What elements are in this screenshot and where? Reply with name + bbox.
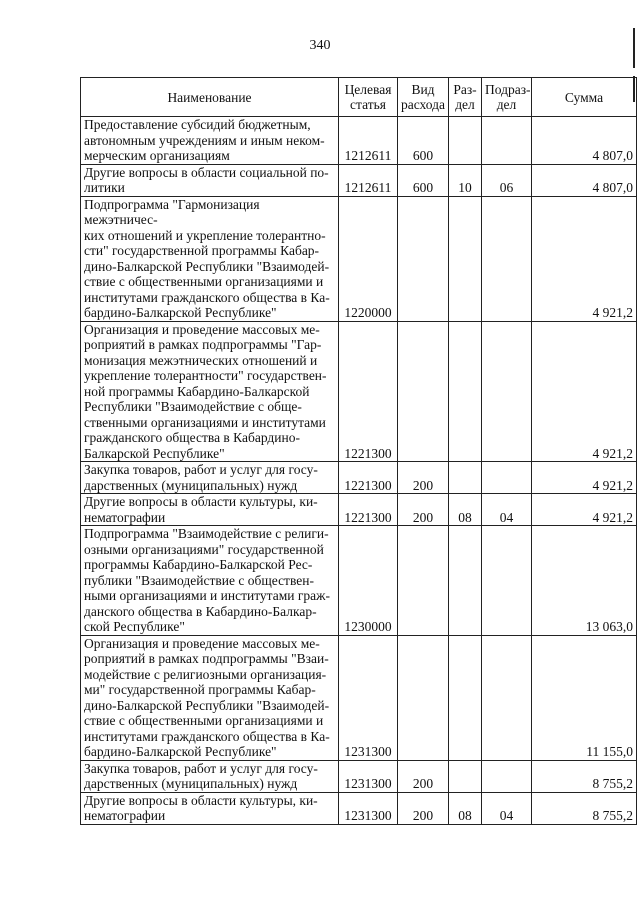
table-row [81, 321, 637, 462]
name-line: ной программы Кабардино-Балкарской [84, 383, 310, 399]
target-article-cell: 1230000 [339, 526, 398, 636]
table-row [81, 494, 637, 526]
amount-cell: 11 155,0 [532, 635, 637, 760]
name-line: роприятий в рамках подпрограммы "Гар- [84, 337, 322, 352]
target-article-cell: 1221300 [339, 494, 398, 526]
target-article-cell: 1221300 [339, 462, 398, 494]
section-cell [449, 635, 482, 760]
subsection-cell: 04 [482, 792, 532, 824]
name-line: ствие с общественными организациями и [84, 713, 324, 728]
amount-cell: 4 921,2 [532, 321, 637, 462]
expense-type-cell: 200 [398, 792, 449, 824]
name-line: ской Республике" [84, 619, 185, 634]
name-line: сти" государственной программы Кабар- [84, 243, 320, 258]
amount-cell: 4 921,2 [532, 462, 637, 494]
table-row [81, 462, 637, 494]
table-row [81, 196, 637, 321]
name-cell [81, 164, 339, 196]
name-cell [81, 462, 339, 494]
name-line: Подпрограмма "Гармонизация межэтничес- [84, 196, 260, 227]
name-line: роприятий в рамках подпрограммы "Взаи- [84, 651, 329, 666]
name-line: Организация и проведение массовых ме- [84, 635, 320, 651]
target-article-cell: 1221300 [339, 321, 398, 462]
name-line: озными организациями" государственной [84, 541, 324, 557]
header-amount: Сумма [532, 78, 637, 117]
name-line: Закупка товаров, работ и услуг для госу- [84, 462, 318, 477]
name-cell [81, 760, 339, 792]
name-cell [81, 635, 339, 760]
name-line: Другие вопросы в области культуры, ки- [84, 494, 318, 509]
amount-cell: 4 921,2 [532, 494, 637, 526]
name-line: Другие вопросы в области социальной по- [84, 164, 329, 180]
expense-type-cell: 600 [398, 164, 449, 196]
amount-cell: 4 807,0 [532, 117, 637, 165]
expense-type-cell [398, 196, 449, 321]
expense-type-cell [398, 526, 449, 636]
target-article-cell: 1212611 [339, 117, 398, 165]
name-line: Закупка товаров, работ и услуг для госу- [84, 760, 318, 776]
name-line: нематографии [84, 808, 166, 823]
target-article-cell: 1231300 [339, 760, 398, 792]
name-line: модействие с религиозными организация- [84, 666, 327, 682]
name-line: укрепление толерантности" государствен- [84, 368, 327, 383]
expense-type-cell [398, 635, 449, 760]
section-cell [449, 526, 482, 636]
table-row [81, 635, 637, 760]
amount-cell: 4 807,0 [532, 164, 637, 196]
subsection-cell [482, 526, 532, 636]
subsection-cell: 04 [482, 494, 532, 526]
name-line: публики "Взаимодействие с обществен- [84, 572, 314, 588]
name-line: Организация и проведение массовых ме- [84, 321, 320, 337]
expense-type-cell: 200 [398, 760, 449, 792]
header-expense-type: Вид расхода [398, 78, 449, 117]
name-line: ными организациями и институтами граж- [84, 588, 330, 603]
name-line: Подпрограмма "Взаимодействие с религи- [84, 526, 329, 541]
name-line: мерческим организациям [84, 148, 230, 163]
name-line: институтами гражданского общества в Ка- [84, 728, 330, 744]
name-cell [81, 526, 339, 636]
name-line: ми" государственной программы Кабар- [84, 682, 316, 697]
header-section: Раз- дел [449, 78, 482, 117]
name-line: дарственных (муниципальных) нужд [84, 776, 298, 791]
subsection-cell [482, 462, 532, 494]
header-subsection: Подраз- дел [482, 78, 532, 117]
expense-type-cell: 200 [398, 462, 449, 494]
name-line: дино-Балкарской Республики "Взаимодей- [84, 697, 330, 713]
target-article-cell: 1212611 [339, 164, 398, 196]
name-cell [81, 321, 339, 462]
name-line: литики [84, 180, 125, 195]
section-cell [449, 196, 482, 321]
name-line: Другие вопросы в области культуры, ки- [84, 792, 318, 808]
target-article-cell: 1231300 [339, 635, 398, 760]
amount-cell: 8 755,2 [532, 760, 637, 792]
name-line: данского общества в Кабардино-Балкар- [84, 603, 317, 619]
page-number: 340 [309, 38, 331, 53]
name-line: институтами гражданского общества в Ка- [84, 289, 330, 305]
name-line: ствие с общественными организациями и [84, 274, 324, 289]
header-name: Наименование [81, 78, 339, 117]
name-line: дино-Балкарской Республики "Взаимодей- [84, 258, 330, 274]
name-line: бардино-Балкарской Республике" [84, 305, 277, 320]
name-line: дарственных (муниципальных) нужд [84, 477, 298, 493]
name-line: ственными организациями и институтами [84, 414, 326, 430]
amount-cell: 4 921,2 [532, 196, 637, 321]
name-cell [81, 494, 339, 526]
table-header-row [81, 78, 637, 117]
header-target-article: Целевая статья [339, 78, 398, 117]
table-row [81, 792, 637, 824]
name-line: Республики "Взаимодействие с обще- [84, 399, 302, 414]
subsection-cell [482, 117, 532, 165]
table-row [81, 164, 637, 196]
expense-type-cell: 600 [398, 117, 449, 165]
target-article-cell: 1231300 [339, 792, 398, 824]
name-cell [81, 117, 339, 165]
name-line: Балкарской Республике" [84, 445, 225, 461]
subsection-cell [482, 635, 532, 760]
section-cell [449, 117, 482, 165]
name-line: гражданского общества в Кабардино- [84, 430, 300, 445]
target-article-cell: 1220000 [339, 196, 398, 321]
page-edge-mark [633, 28, 635, 68]
name-cell [81, 196, 339, 321]
table-row [81, 526, 637, 636]
expense-type-cell [398, 321, 449, 462]
name-cell [81, 792, 339, 824]
amount-cell: 8 755,2 [532, 792, 637, 824]
section-cell: 08 [449, 494, 482, 526]
amount-cell: 13 063,0 [532, 526, 637, 636]
name-line: программы Кабардино-Балкарской Рес- [84, 557, 313, 572]
subsection-cell [482, 321, 532, 462]
name-line: ких отношений и укрепление толерантно- [84, 227, 326, 243]
subsection-cell [482, 196, 532, 321]
section-cell: 08 [449, 792, 482, 824]
table-row [81, 117, 637, 165]
table-body [81, 117, 637, 825]
subsection-cell: 06 [482, 164, 532, 196]
name-line: нематографии [84, 509, 166, 525]
name-line: монизация межэтнических отношений и [84, 352, 318, 368]
name-line: автономным учреждениям и иным неком- [84, 132, 325, 148]
section-cell [449, 321, 482, 462]
subsection-cell [482, 760, 532, 792]
budget-table [80, 77, 637, 825]
name-line: Предоставление субсидий бюджетным, [84, 117, 311, 132]
section-cell [449, 760, 482, 792]
expense-type-cell: 200 [398, 494, 449, 526]
section-cell: 10 [449, 164, 482, 196]
name-line: бардино-Балкарской Республике" [84, 744, 277, 759]
section-cell [449, 462, 482, 494]
table-row [81, 760, 637, 792]
